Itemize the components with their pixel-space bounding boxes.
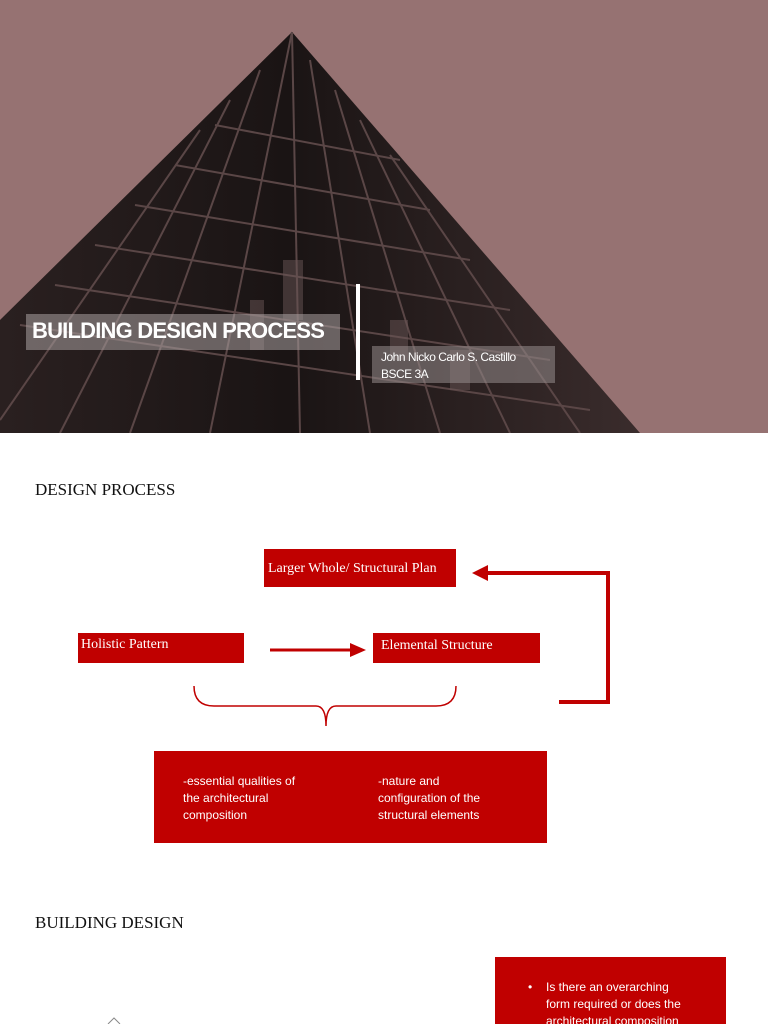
holistic-note-line: composition <box>183 808 248 822</box>
design-process-heading: DESIGN PROCESS <box>35 480 176 499</box>
elemental-note <box>378 773 480 824</box>
question-text <box>546 979 681 1030</box>
building-design-heading: BUILDING DESIGN <box>35 913 184 932</box>
grouping-brace <box>194 686 456 726</box>
feedback-arrow-head <box>472 565 488 581</box>
holistic-note <box>183 773 295 824</box>
elemental-note-line: configuration of the <box>378 791 481 805</box>
holistic-note-line: -essential qualities of <box>183 774 296 788</box>
cover-title: BUILDING DESIGN PROCESS <box>32 318 325 343</box>
question-line: form required or does the <box>546 997 681 1011</box>
elemental-note-line: structural elements <box>378 808 480 822</box>
holistic-note-line: the architectural <box>183 791 269 805</box>
larger-whole-label: Larger Whole/ Structural Plan <box>268 561 437 576</box>
flow-arrow-head <box>350 643 366 657</box>
author-name: John Nicko Carlo S. Castillo <box>381 350 516 364</box>
elemental-note-line: -nature and <box>378 774 440 788</box>
question-line: Is there an overarching <box>546 980 669 994</box>
partial-sketch-icon <box>104 1014 124 1024</box>
bullet-marker: • <box>528 980 533 994</box>
holistic-pattern-label: Holistic Pattern <box>81 637 169 652</box>
elemental-structure-label: Elemental Structure <box>381 638 493 653</box>
author-course: BSCE 3A <box>381 367 429 381</box>
question-line: architectural composition <box>546 1014 679 1028</box>
